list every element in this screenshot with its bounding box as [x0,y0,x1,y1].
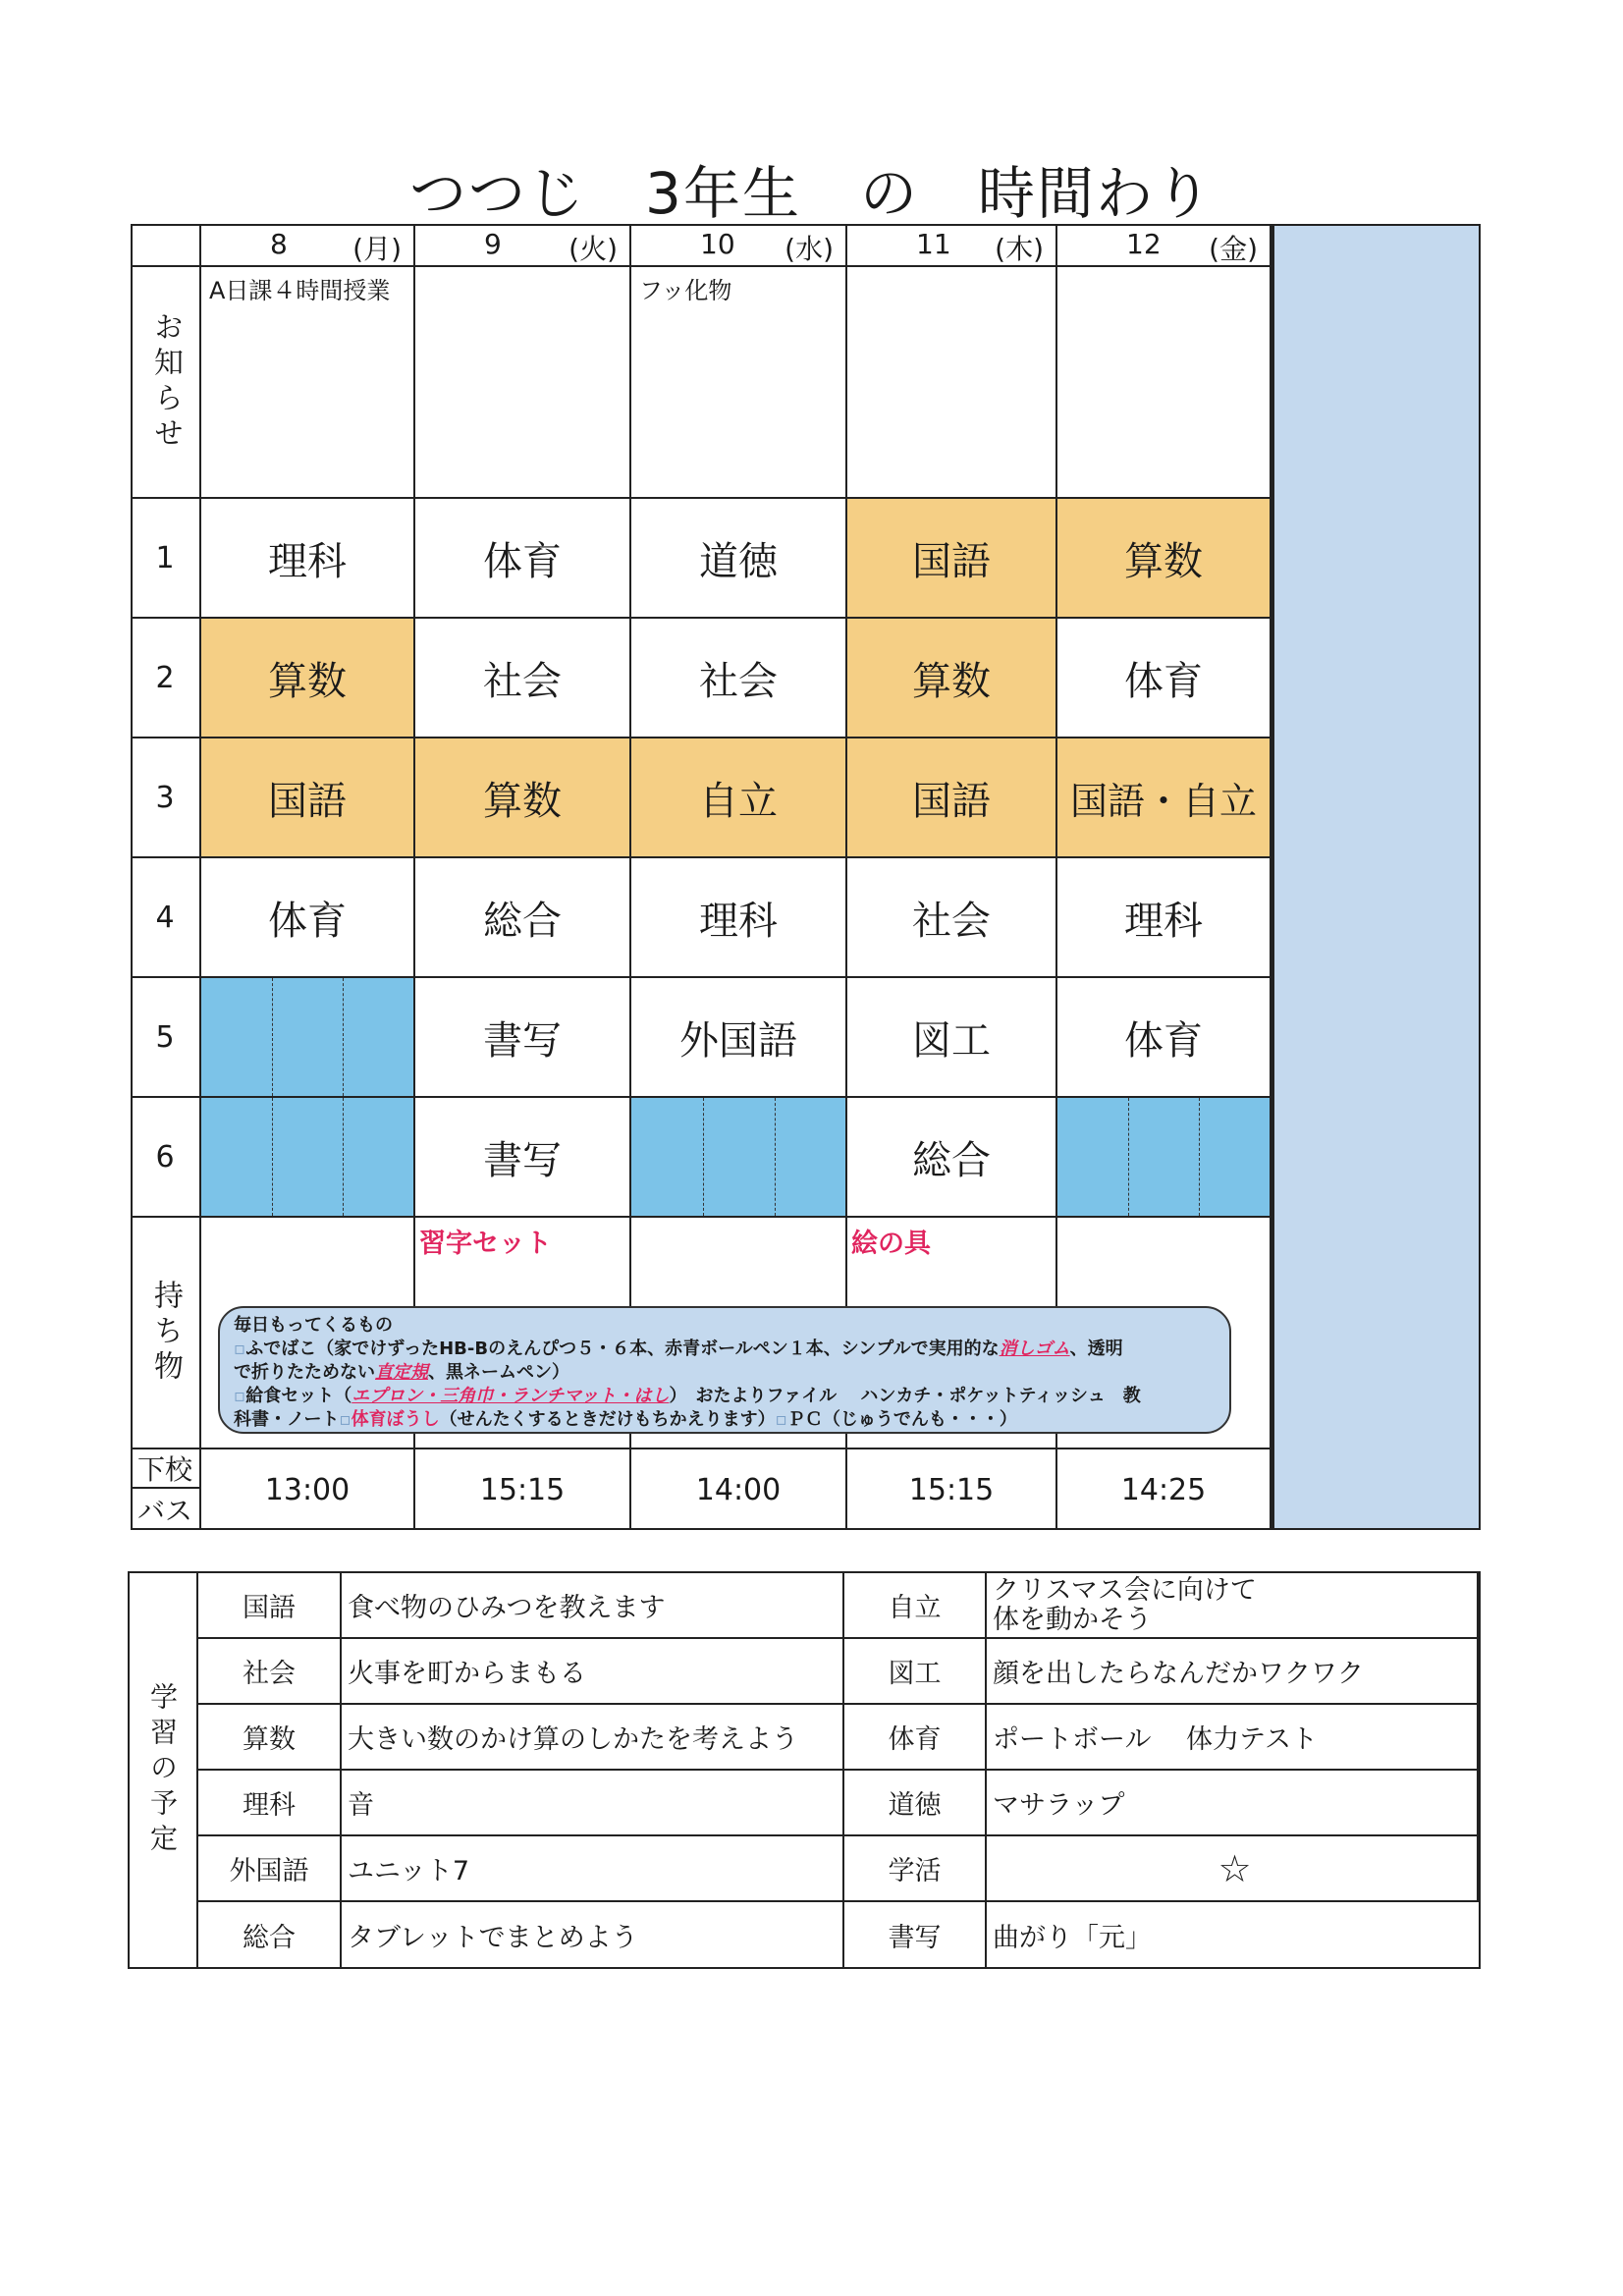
lesson-cell: 自立 [631,738,847,858]
day-date: 12 [1126,228,1162,260]
lesson-cell: 体育 [415,499,631,619]
plan-subject: 社会 [198,1639,342,1705]
plan-desc [987,1573,1479,1639]
daily-heading: 毎日もってくるもの [234,1315,393,1336]
plan-desc-line: 体を動かそう [993,1604,1152,1635]
lesson-cell: 体育 [1057,619,1271,738]
plan-desc: 顔を出したらなんだかワクワク [987,1639,1479,1705]
lesson-cell: 算数 [847,619,1057,738]
lesson-cell: 外国語 [631,978,847,1098]
no-class-cell [631,1098,847,1218]
period-number: 2 [131,619,201,738]
day-date: 10 [700,228,735,260]
plan-subject: 体育 [844,1705,987,1771]
plan-subject: 国語 [198,1573,342,1639]
notice-cell [415,267,631,499]
daily-text: 科書・ノート [234,1409,340,1430]
star-icon: ☆ [987,1836,1479,1902]
lesson-cell: 社会 [847,858,1057,978]
plan-desc: ポートボール 体力テスト [987,1705,1479,1771]
lesson-cell: 社会 [631,619,847,738]
notice-cell [847,267,1057,499]
lesson-cell: 理科 [1057,858,1271,978]
lesson-cell: 体育 [1057,978,1271,1098]
study-plan-label: 学習の予定 [128,1571,198,1969]
daily-text: 、透明 [1069,1339,1123,1359]
plan-desc: ユニット7 [342,1836,844,1902]
lesson-cell: 国語・自立 [1057,738,1271,858]
daily-text: ） おたよりファイル ハンカチ・ポケットティッシュ 教 [669,1386,1141,1406]
plan-subject: 総合 [198,1902,342,1967]
day-header-mon [201,224,415,267]
daily-items-box: 毎日もってくるもの ▫ふでばこ（家でけずったHB-Bのえんぴつ５・６本、赤青ボールペン１本、シンプルで実用的な消しゴム、透明 で折りたためない直定規、黒ネームペン） ▫給食セット（エプロン・三角巾・ランチマット・はし） おたよりファイル ハンカチ・ポケットティッシュ 教 科書・ノート▫体育ぼうし（せんたくするときだけもちかえります）▫ＰＣ（じゅうでんも・・・） [218,1306,1231,1434]
notice-cell: A日課４時間授業 [201,267,415,499]
plan-subject: 外国語 [198,1836,342,1902]
day-weekday: (月) [352,233,402,265]
daily-text: 、黒ネームペン） [428,1362,569,1383]
daily-highlight: エプロン・三角巾・ランチマット・はし [352,1386,670,1406]
period-number: 1 [131,499,201,619]
lesson-cell: 算数 [415,738,631,858]
corner-cell [131,224,201,267]
day-header-tue [415,224,631,267]
day-date: 8 [270,228,288,260]
dismissal-label: 下校 [131,1449,201,1489]
bus-label: バス [131,1489,201,1530]
daily-highlight: 体育ぼうし [351,1409,440,1430]
notice-label: お知らせ [131,267,201,499]
item-text: 習字セット [419,1229,552,1259]
daily-text: （せんたくするときだけもちかえります） [439,1409,776,1430]
plan-subject: 算数 [198,1705,342,1771]
daily-highlight: 消しゴム [999,1339,1070,1359]
period-number: 3 [131,738,201,858]
item-text: 絵の具 [851,1229,931,1259]
plan-desc: 火事を町からまもる [342,1639,844,1705]
lesson-cell: 算数 [201,619,415,738]
day-header-wed [631,224,847,267]
dismissal-time: 13:00 [201,1449,415,1530]
page-title: つつじ 3年生 の 時間わり [409,160,1214,227]
plan-desc: 曲がり「元」 [993,1922,1152,1953]
plan-desc: 大きい数のかけ算のしかたを考えよう [342,1705,844,1771]
lesson-cell: 体育 [201,858,415,978]
day-header-fri [1057,224,1271,267]
daily-text: 給食セット（ [245,1386,352,1406]
blue-side-column [1271,224,1481,1530]
no-class-cell [201,1098,415,1218]
plan-subject: 学活 [844,1836,987,1902]
dismissal-time: 14:25 [1057,1449,1271,1530]
day-date: 11 [916,228,951,260]
dismissal-time: 15:15 [847,1449,1057,1530]
daily-text: ふでばこ（家でけずったHB-Bのえんぴつ５・６本、赤青ボールペン１本、シンプルで実用的な [245,1339,1000,1359]
plan-subject: 理科 [198,1771,342,1836]
day-weekday: (水) [784,233,834,265]
day-weekday: (火) [568,233,618,265]
lesson-cell: 総合 [415,858,631,978]
plan-desc: タブレットでまとめよう [342,1902,844,1967]
plan-subject: 図工 [844,1639,987,1705]
day-weekday: (金) [1209,233,1258,265]
no-class-cell [1057,1098,1271,1218]
lesson-cell: 書写 [415,978,631,1098]
plan-subject: 書写 [844,1902,987,1967]
plan-subject: 自立 [844,1573,987,1639]
plan-subject: 道徳 [844,1771,987,1836]
lesson-cell: 図工 [847,978,1057,1098]
daily-highlight: 直定規 [375,1362,428,1383]
daily-text: で折りたためない [234,1362,375,1383]
lesson-cell: 算数 [1057,499,1271,619]
plan-desc: 食べ物のひみつを教えます [342,1573,844,1639]
lesson-cell: 道徳 [631,499,847,619]
items-label: 持ち物 [131,1218,201,1449]
period-number: 5 [131,978,201,1098]
notice-cell: フッ化物 [631,267,847,499]
lesson-cell: 総合 [847,1098,1057,1218]
period-number: 6 [131,1098,201,1218]
dismissal-time: 14:00 [631,1449,847,1530]
daily-text: ＰＣ（じゅうでんも・・・） [786,1409,1017,1430]
day-date: 9 [484,228,502,260]
lesson-cell: 書写 [415,1098,631,1218]
lesson-cell: 理科 [201,499,415,619]
lesson-cell: 理科 [631,858,847,978]
plan-desc-line: クリスマス会に向けて [993,1574,1257,1606]
notice-cell [1057,267,1271,499]
plan-desc: 音 [342,1771,844,1836]
lesson-cell: 国語 [201,738,415,858]
day-weekday: (木) [995,233,1044,265]
lesson-cell: 国語 [847,738,1057,858]
plan-desc: マサラップ [987,1771,1479,1836]
day-header-thu [847,224,1057,267]
lesson-cell: 社会 [415,619,631,738]
period-number: 4 [131,858,201,978]
lesson-cell: 国語 [847,499,1057,619]
dismissal-time: 15:15 [415,1449,631,1530]
no-class-cell [201,978,415,1098]
